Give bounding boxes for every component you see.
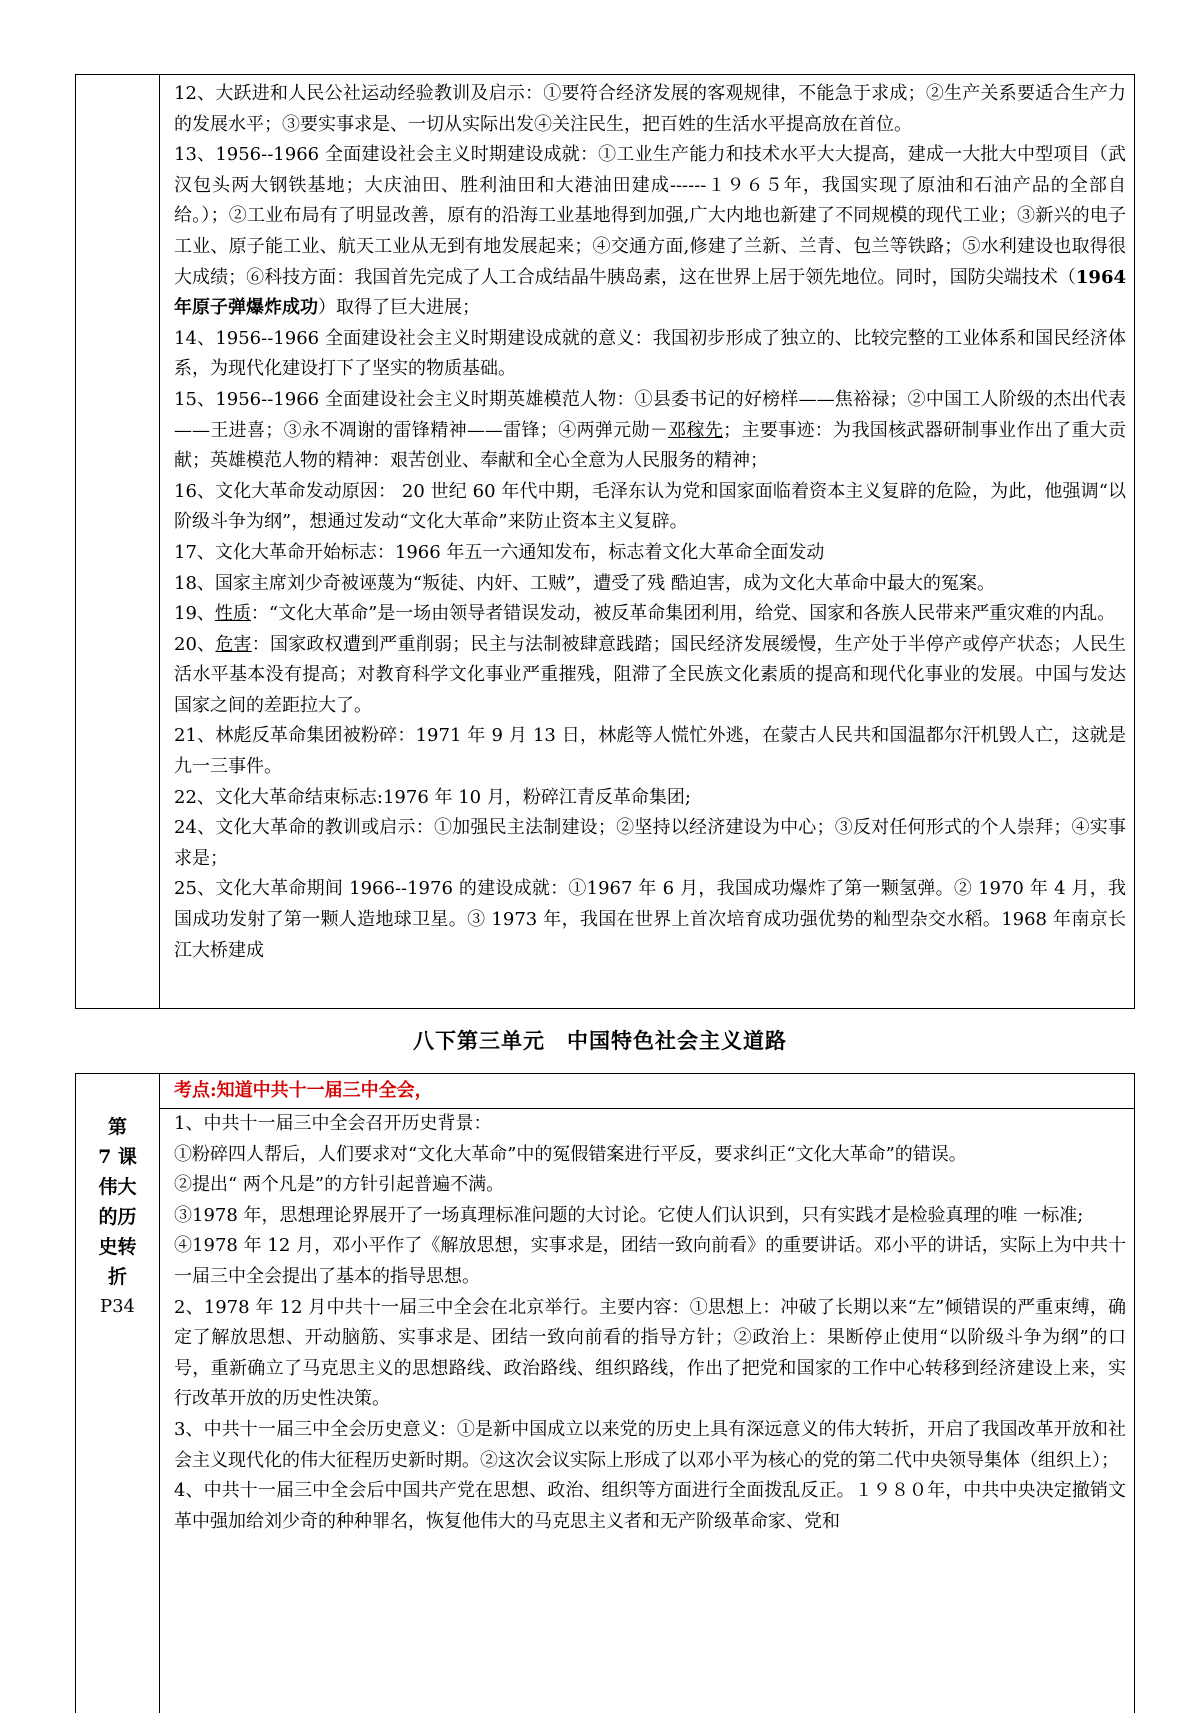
note-item-15: 15、1956--1966 全面建设社会主义时期英雄模范人物：①县委书记的好榜样——焦裕禄；②中国工人阶级的杰出代表——王进喜；③永不凋谢的雷锋精神——雷锋；④两弹元勋－邓稼先；主要事迹：为我国核武器研制事业作出了重大贡献；英雄模范人物的精神：艰苦创业、奉献和全心全意为人民服务的精神；: [174, 388, 1127, 472]
note-item: 1、中共十一届三中全会召开历史背景：: [174, 1113, 492, 1134]
unit-title: 八下第三单元 中国特色社会主义道路: [413, 1028, 787, 1053]
note-item-22: 22、文化大革命结束标志:1976 年 10 月，粉碎江青反革命集团;: [174, 786, 691, 808]
note-item-20: 20、危害：国家政权遭到严重削弱；民主与法制被肆意践踏；国民经济发展缓慢，生产处于半停产或停产状态；人民生活水平基本没有提高；对教育科学文化事业严重摧残，阻滞了全民族文化素质的提高和现代化事业的发展。中国与发达国家之间的差距拉大了。: [174, 633, 1126, 716]
notes-table-1: [75, 74, 1135, 1009]
note-item: 4、中共十一届三中全会后中国共产党在思想、政治、组织等方面进行全面拨乱反正。１９８０年，中共中央决定撤销文革中强加给刘少奇的种种罪名，恢复他伟大的马克思主义者和无产阶级革命家、党和: [174, 1480, 1126, 1532]
page-reference: P34: [99, 1296, 135, 1317]
note-item-25: 25、文化大革命期间 1966--1976 的建设成就：①1967 年 6 月，我国成功爆炸了第一颗氢弹。② 1970 年 4 月，我国成功发射了第一颗人造地球卫星。③ 1973 年，我国在世界上首次培育成功强优势的籼型杂交水稻。1968 年南京长江大桥建成: [174, 878, 1126, 961]
note-item: ②提出“ 两个凡是”的方针引起普遍不满。: [174, 1174, 505, 1196]
note-item: ①粉碎四人帮后，人们要求对“文化大革命”中的冤假错案进行平反，要求纠正“文化大革命”的错误。: [174, 1143, 967, 1165]
table2-notes: [160, 1109, 1134, 1537]
lesson-label-line: 史转: [98, 1236, 137, 1258]
lesson-label-line: 伟大: [98, 1176, 137, 1198]
note-item: 2、1978 年 12 月中共十一届三中全会在北京举行。主要内容：①思想上：冲破了长期以来“左”倾错误的严重束缚，确定了解放思想、开动脑筋、实事求是、团结一致向前看的指导方针；②政治上：果断停止使用“以阶级斗争为纲”的口号，重新确立了马克思主义的思想路线、政治路线、组织路线，作出了把党和国家的工作中心转移到经济建设上来，实行改革开放的历史性决策。: [174, 1296, 1126, 1410]
note-item-21: 21、林彪反革命集团被粉碎：1971 年 9 月 13 日，林彪等人慌忙外逃，在蒙古人民共和国温都尔汗机毁人亡，这就是九一三事件。: [174, 725, 1126, 778]
table2-content-cell: [160, 1074, 1134, 1713]
note-item-12: 12、大跃进和人民公社运动经验教训及启示：①要符合经济发展的客观规律，不能急于求成；②生产关系要适合生产力的发展水平；③要实事求是、一切从实际出发④关注民生，把百姓的生活水平提高放在首位。: [174, 83, 1126, 135]
note-item: 3、中共十一届三中全会历史意义：①是新中国成立以来党的历史上具有深远意义的伟大转折，开启了我国改革开放和社会主义现代化的伟大征程历史新时期。②这次会议实际上形成了以邓小平为核心的党的第二代中央领导集体（组织上）；: [174, 1418, 1126, 1471]
note-item-24: 24、文化大革命的教训或启示：①加强民主法制建设；②坚持以经济建设为中心；③反对任何形式的个人崇拜；④实事求是；: [174, 817, 1126, 869]
lesson-label-line: 7 课: [98, 1146, 137, 1168]
note-item-18: 18、国家主席刘少奇被诬蔑为“叛徒、内奸、工贼”，遭受了残 酷迫害，成为文化大革命中最大的冤案。: [174, 572, 996, 594]
note-item-16: 16、文化大革命发动原因： 20 世纪 60 年代中期，毛泽东认为党和国家面临着资本主义复辟的危险，为此，他强调“以阶级斗争为纲”，想通过发动“文化大革命”来防止资本主义复辟。: [174, 480, 1126, 533]
exam-point-row: [160, 1074, 1134, 1109]
lesson-label-cell: [76, 1074, 160, 1713]
lesson-label-line: 第: [107, 1116, 127, 1138]
table1-left-cell: [76, 75, 160, 1008]
lesson-label-line: 的历: [98, 1206, 137, 1228]
exam-point-text: 考点:知道中共十一届三中全会，: [174, 1080, 433, 1101]
note-item-14: 14、1956--1966 全面建设社会主义时期建设成就的意义：我国初步形成了独立的、比较完整的工业体系和国民经济体系，为现代化建设打下了坚实的物质基础。: [174, 327, 1126, 380]
notes-table-2: [75, 1073, 1135, 1713]
note-item-13: 13、1956--1966 全面建设社会主义时期建设成就：①工业生产能力和技术水平大大提高，建成一大批大中型项目（武汉包头两大钢铁基地；大庆油田、胜利油田和大港油田建成------１９６５年，我国实现了原油和石油产品的全部自给。）；②工业布局有了明显改善，原有的沿海工业基地得到加强,广大内地也新建了不同规模的现代工业；③新兴的电子工业、原子能工业、航天工业从无到有地发展起来；④交通方面,修建了兰新、兰青、包兰等铁路；⑤水利建设也取得很大成绩；⑥科技方面：我国首先完成了人工合成结晶牛胰岛素，这在世界上居于领先地位。同时，国防尖端技术（1964 年原子弹爆炸成功）取得了巨大进展；: [174, 144, 1126, 319]
note-item-19: 19、性质：“文化大革命”是一场由领导者错误发动，被反革命集团利用，给党、国家和各族人民带来严重灾难的内乱。: [174, 603, 1116, 625]
table1-content-cell: [160, 75, 1134, 1008]
note-item: ④1978 年 12 月，邓小平作了《解放思想，实事求是，团结一致向前看》的重要讲话。邓小平的讲话，实际上为中共十一届三中全会提出了基本的指导思想。: [174, 1235, 1126, 1287]
lesson-label-line: 折: [107, 1266, 127, 1288]
note-item: ③1978 年，思想理论界展开了一场真理标准问题的大讨论。它使人们认识到，只有实践才是检验真理的唯 一标准;: [174, 1204, 1084, 1226]
note-item-17: 17、文化大革命开始标志：1966 年五一六通知发布，标志着文化大革命全面发动: [174, 541, 825, 563]
